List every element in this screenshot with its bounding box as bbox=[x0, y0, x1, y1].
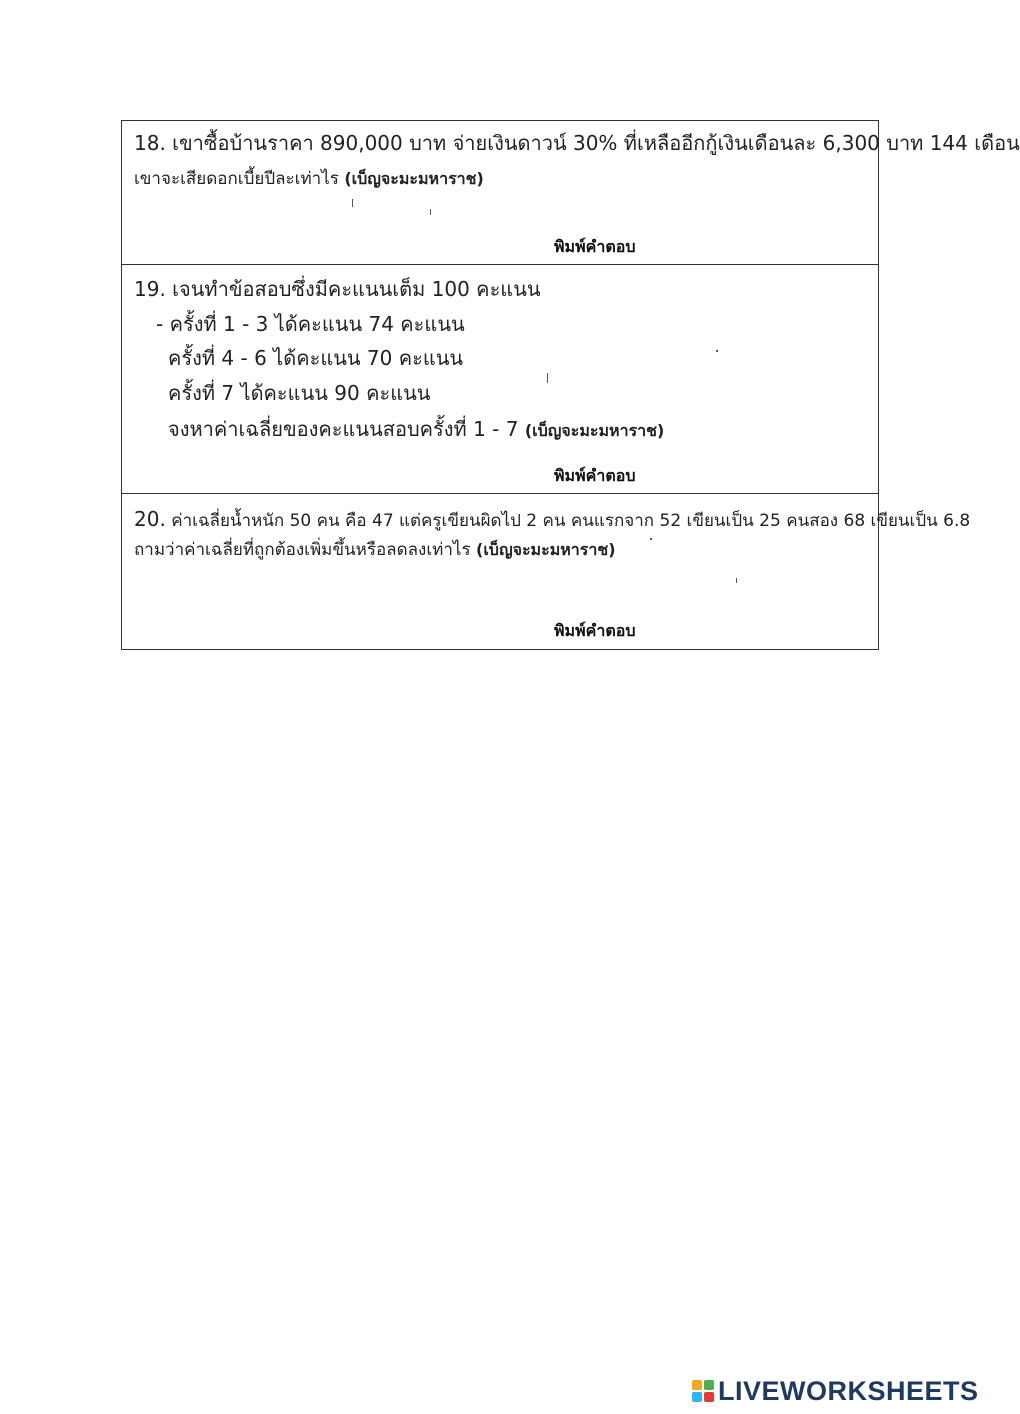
question-19-answer-label: พิมพ์คำตอบ bbox=[554, 466, 636, 485]
scan-speck bbox=[716, 350, 718, 352]
liveworksheets-logo-icon bbox=[692, 1380, 714, 1402]
worksheet bbox=[121, 120, 1020, 650]
question-19-answer-input[interactable] bbox=[272, 435, 696, 467]
scan-speck bbox=[352, 199, 353, 207]
question-18-answer-label: พิมพ์คำตอบ bbox=[554, 237, 636, 256]
scan-speck bbox=[547, 373, 548, 383]
question-19-line-4: ครั้งที่ 7 ได้คะแนน 90 คะแนน bbox=[168, 381, 431, 405]
question-20-text-2: ถามว่าค่าเฉลี่ยที่ถูกต้องเพิ่มขึ้นหรือลดลงเท่าไร bbox=[134, 540, 471, 560]
question-18-line-2 bbox=[134, 168, 484, 190]
question-20-credit: (เบ็ญจะมะมหาราช) bbox=[476, 540, 616, 559]
question-19-line-1 bbox=[134, 278, 541, 300]
question-19-number: 19. bbox=[134, 277, 166, 301]
question-20 bbox=[122, 494, 971, 649]
question-18 bbox=[122, 121, 1020, 265]
question-20-line-2 bbox=[134, 539, 616, 561]
question-18-answer-input[interactable] bbox=[272, 201, 696, 233]
question-19-line-2: - ครั้งที่ 1 - 3 ได้คะแนน 74 คะแนน bbox=[156, 312, 465, 336]
scan-speck bbox=[430, 209, 431, 215]
question-19-credit: (เบ็ญจะมะมหาราช) bbox=[524, 421, 665, 440]
question-18-text-2: เขาจะเสียดอกเบี้ยปีละเท่าไร bbox=[134, 169, 339, 189]
question-18-number: 18. bbox=[134, 131, 166, 155]
question-20-answer-label: พิมพ์คำตอบ bbox=[554, 621, 636, 640]
question-19-text-5: จงหาค่าเฉลี่ยของคะแนนสอบครั้งที่ 1 - 7 bbox=[168, 417, 519, 441]
question-20-answer-input[interactable] bbox=[272, 574, 696, 606]
brand-text: LIVEWORKSHEETS bbox=[718, 1375, 979, 1406]
question-18-credit: (เบ็ญจะมะมหาราช) bbox=[344, 169, 484, 188]
question-20-number: 20. bbox=[134, 507, 166, 531]
question-19-line-3: ครั้งที่ 4 - 6 ได้คะแนน 70 คะแนน bbox=[168, 346, 464, 370]
question-20-line-1 bbox=[134, 508, 970, 532]
question-20-text-1: ค่าเฉลี่ยน้ำหนัก 50 คน คือ 47 แต่ครูเขียนผิดไป 2 คน คนแรกจาก 52 เขียนเป็น 25 คนสอง 68 เขียนเป็น 6.8 bbox=[171, 511, 971, 531]
question-19-text-1: เจนทำข้อสอบซึ่งมีคะแนนเต็ม 100 คะแนน bbox=[172, 277, 541, 301]
scan-speck bbox=[736, 578, 737, 583]
question-18-text-1: เขาซื้อบ้านราคา 890,000 บาท จ่ายเงินดาวน์ 30% ที่เหลืออีกกู้เงินเดือนละ 6,300 บาท 144 เดือน bbox=[172, 131, 1020, 155]
scan-speck bbox=[650, 538, 652, 540]
question-18-line-1 bbox=[134, 132, 1020, 154]
liveworksheets-brand[interactable] bbox=[692, 1376, 979, 1406]
question-19 bbox=[122, 265, 878, 494]
